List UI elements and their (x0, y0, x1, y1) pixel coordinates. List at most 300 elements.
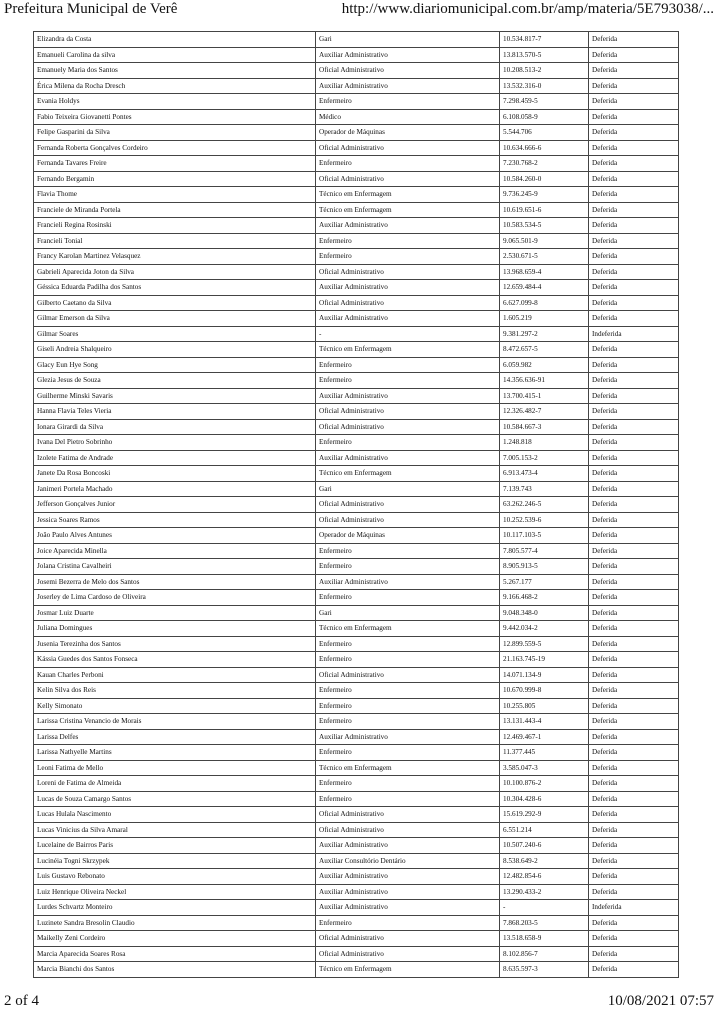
status-cell: Deferida (589, 295, 679, 311)
table-row (34, 853, 679, 869)
table-row (34, 760, 679, 776)
document-number-cell: 7.139.743 (500, 481, 589, 497)
role-cell: Enfermeiro (316, 698, 500, 714)
document-number-cell: 10.583.534-5 (500, 218, 589, 234)
role-cell: Oficial Administrativo (316, 295, 500, 311)
table-row (34, 652, 679, 668)
status-cell: Deferida (589, 729, 679, 745)
document-number-cell: 13.518.658-9 (500, 931, 589, 947)
status-cell: Deferida (589, 605, 679, 621)
role-cell: Enfermeiro (316, 590, 500, 606)
candidate-name-cell: Guilherme Minski Savaris (34, 388, 316, 404)
table-row (34, 295, 679, 311)
table-row (34, 233, 679, 249)
candidate-name-cell: Luiz Henrique Oliveira Neckel (34, 884, 316, 900)
print-datetime: 10/08/2021 07:57 (607, 993, 714, 1009)
role-cell: Técnico em Enfermagem (316, 466, 500, 482)
role-cell: Técnico em Enfermagem (316, 187, 500, 203)
candidate-name-cell: Gabrieli Aparecida Joton da Silva (34, 264, 316, 280)
document-number-cell: 7.868.203-5 (500, 915, 589, 931)
candidate-name-cell: Gilberto Caetano da Silva (34, 295, 316, 311)
table-row (34, 32, 679, 48)
role-cell: Enfermeiro (316, 435, 500, 451)
table-row (34, 481, 679, 497)
candidate-name-cell: Izolete Fatima de Andrade (34, 450, 316, 466)
document-number-cell: 9.736.245-9 (500, 187, 589, 203)
role-cell: Enfermeiro (316, 94, 500, 110)
table-row (34, 915, 679, 931)
status-cell: Deferida (589, 946, 679, 962)
role-cell: Enfermeiro (316, 233, 500, 249)
status-cell: Deferida (589, 94, 679, 110)
role-cell: Oficial Administrativo (316, 404, 500, 420)
candidate-name-cell: Joice Aparecida Minella (34, 543, 316, 559)
status-cell: Deferida (589, 776, 679, 792)
document-number-cell: 9.442.034-2 (500, 621, 589, 637)
status-cell: Deferida (589, 249, 679, 265)
status-cell: Deferida (589, 373, 679, 389)
role-cell: Enfermeiro (316, 745, 500, 761)
document-number-cell: 10.252.539-6 (500, 512, 589, 528)
status-cell: Deferida (589, 807, 679, 823)
document-number-cell: 10.304.428-6 (500, 791, 589, 807)
role-cell: Oficial Administrativo (316, 931, 500, 947)
document-number-cell: 6.627.099-8 (500, 295, 589, 311)
candidate-name-cell: Ivana Del Pietro Sobrinho (34, 435, 316, 451)
table-row (34, 636, 679, 652)
candidate-name-cell: Kauan Charles Perboni (34, 667, 316, 683)
role-cell: Médico (316, 109, 500, 125)
role-cell: Auxiliar Administrativo (316, 388, 500, 404)
document-number-cell: 12.659.484-4 (500, 280, 589, 296)
candidate-name-cell: Kelly Simonato (34, 698, 316, 714)
document-number-cell: 15.619.292-9 (500, 807, 589, 823)
candidate-name-cell: Juliana Domingues (34, 621, 316, 637)
table-row (34, 326, 679, 342)
role-cell: Técnico em Enfermagem (316, 760, 500, 776)
table-row (34, 962, 679, 978)
document-number-cell: 10.670.999-8 (500, 683, 589, 699)
status-cell: Deferida (589, 357, 679, 373)
status-cell: Deferida (589, 388, 679, 404)
status-cell: Indeferida (589, 326, 679, 342)
document-number-cell: 8.905.913-5 (500, 559, 589, 575)
document-number-cell: 13.968.659-4 (500, 264, 589, 280)
table-row (34, 450, 679, 466)
document-number-cell: 6.913.473-4 (500, 466, 589, 482)
table-row (34, 171, 679, 187)
candidates-table-container (33, 31, 678, 978)
document-number-cell: 12.482.854-6 (500, 869, 589, 885)
candidate-name-cell: Jusenia Terezinha dos Santos (34, 636, 316, 652)
table-row (34, 202, 679, 218)
candidate-name-cell: Glacy Eun Hye Song (34, 357, 316, 373)
table-row (34, 435, 679, 451)
status-cell: Deferida (589, 140, 679, 156)
role-cell: Técnico em Enfermagem (316, 202, 500, 218)
document-number-cell: 7.005.153-2 (500, 450, 589, 466)
role-cell: Enfermeiro (316, 559, 500, 575)
role-cell: Oficial Administrativo (316, 63, 500, 79)
status-cell: Deferida (589, 822, 679, 838)
status-cell: Deferida (589, 78, 679, 94)
document-number-cell: 13.700.415-1 (500, 388, 589, 404)
document-number-cell: 8.472.657-5 (500, 342, 589, 358)
table-row (34, 884, 679, 900)
candidate-name-cell: Fernanda Tavares Freire (34, 156, 316, 172)
table-row (34, 156, 679, 172)
document-number-cell: 5.267.177 (500, 574, 589, 590)
role-cell: Operador de Máquinas (316, 125, 500, 141)
role-cell: Enfermeiro (316, 156, 500, 172)
role-cell: - (316, 326, 500, 342)
status-cell: Deferida (589, 202, 679, 218)
status-cell: Deferida (589, 171, 679, 187)
document-number-cell: - (500, 900, 589, 916)
candidate-name-cell: Lucinéia Togni Skrzypek (34, 853, 316, 869)
candidate-name-cell: Luis Gustavo Rebonato (34, 869, 316, 885)
status-cell: Deferida (589, 187, 679, 203)
status-cell: Deferida (589, 481, 679, 497)
table-row (34, 94, 679, 110)
status-cell: Deferida (589, 714, 679, 730)
candidate-name-cell: Francy Karolan Martinez Velasquez (34, 249, 316, 265)
role-cell: Gari (316, 605, 500, 621)
status-cell: Deferida (589, 233, 679, 249)
document-number-cell: 63.262.246-5 (500, 497, 589, 513)
candidate-name-cell: Luzinete Sandra Bresolin Claudio (34, 915, 316, 931)
table-row (34, 605, 679, 621)
document-number-cell: 10.534.817-7 (500, 32, 589, 48)
document-number-cell: 10.584.260-0 (500, 171, 589, 187)
table-row (34, 466, 679, 482)
role-cell: Técnico em Enfermagem (316, 342, 500, 358)
role-cell: Enfermeiro (316, 791, 500, 807)
role-cell: Oficial Administrativo (316, 822, 500, 838)
document-number-cell: 21.163.745-19 (500, 652, 589, 668)
status-cell: Deferida (589, 869, 679, 885)
document-number-cell: 14.071.134-9 (500, 667, 589, 683)
candidate-name-cell: Kássia Guedes dos Santos Fonseca (34, 652, 316, 668)
table-row (34, 714, 679, 730)
table-row (34, 745, 679, 761)
document-number-cell: 13.290.433-2 (500, 884, 589, 900)
document-number-cell: 1.248.818 (500, 435, 589, 451)
status-cell: Deferida (589, 280, 679, 296)
status-cell: Deferida (589, 435, 679, 451)
role-cell: Enfermeiro (316, 373, 500, 389)
page-header-title: Prefeitura Municipal de Verê (4, 1, 178, 17)
table-row (34, 404, 679, 420)
table-row (34, 311, 679, 327)
document-number-cell: 11.377.445 (500, 745, 589, 761)
table-row (34, 698, 679, 714)
document-number-cell: 2.530.671-5 (500, 249, 589, 265)
table-row (34, 357, 679, 373)
role-cell: Auxiliar Administrativo (316, 311, 500, 327)
candidate-name-cell: Francieli Regina Rosinski (34, 218, 316, 234)
candidate-name-cell: Érica Milena da Rocha Dresch (34, 78, 316, 94)
candidate-name-cell: Larissa Cristina Venancio de Morais (34, 714, 316, 730)
document-number-cell: 8.635.597-3 (500, 962, 589, 978)
table-row (34, 512, 679, 528)
table-row (34, 63, 679, 79)
document-number-cell: 12.469.467-1 (500, 729, 589, 745)
status-cell: Indeferida (589, 900, 679, 916)
table-row (34, 621, 679, 637)
document-number-cell: 8.538.649-2 (500, 853, 589, 869)
role-cell: Operador de Máquinas (316, 528, 500, 544)
candidates-table (33, 31, 679, 978)
table-row (34, 869, 679, 885)
status-cell: Deferida (589, 466, 679, 482)
role-cell: Oficial Administrativo (316, 140, 500, 156)
table-row (34, 218, 679, 234)
candidate-name-cell: Ionara Girardi da Silva (34, 419, 316, 435)
candidate-name-cell: Felipe Gasparini da Silva (34, 125, 316, 141)
status-cell: Deferida (589, 636, 679, 652)
candidate-name-cell: Giseli Andreia Shalqueiro (34, 342, 316, 358)
candidate-name-cell: Lucas Hulala Nascimento (34, 807, 316, 823)
role-cell: Gari (316, 32, 500, 48)
status-cell: Deferida (589, 543, 679, 559)
status-cell: Deferida (589, 667, 679, 683)
candidate-name-cell: Elizandra da Costa (34, 32, 316, 48)
table-row (34, 47, 679, 63)
page-number: 2 of 4 (4, 993, 39, 1009)
table-row (34, 931, 679, 947)
role-cell: Gari (316, 481, 500, 497)
role-cell: Auxiliar Administrativo (316, 47, 500, 63)
document-number-cell: 5.544.706 (500, 125, 589, 141)
role-cell: Auxiliar Administrativo (316, 838, 500, 854)
document-number-cell: 10.634.666-6 (500, 140, 589, 156)
candidate-name-cell: Marcia Aparecida Soares Rosa (34, 946, 316, 962)
status-cell: Deferida (589, 512, 679, 528)
role-cell: Enfermeiro (316, 652, 500, 668)
table-row (34, 590, 679, 606)
candidate-name-cell: Fabio Teixeira Giovanetti Pontes (34, 109, 316, 125)
candidate-name-cell: Fernando Bergamin (34, 171, 316, 187)
status-cell: Deferida (589, 218, 679, 234)
candidate-name-cell: João Paulo Alves Antunes (34, 528, 316, 544)
status-cell: Deferida (589, 125, 679, 141)
document-number-cell: 14.356.636-91 (500, 373, 589, 389)
status-cell: Deferida (589, 311, 679, 327)
candidate-name-cell: Lucelaine de Bairros Paris (34, 838, 316, 854)
table-row (34, 388, 679, 404)
status-cell: Deferida (589, 962, 679, 978)
role-cell: Auxiliar Administrativo (316, 729, 500, 745)
status-cell: Deferida (589, 683, 679, 699)
role-cell: Oficial Administrativo (316, 497, 500, 513)
role-cell: Auxiliar Administrativo (316, 218, 500, 234)
status-cell: Deferida (589, 342, 679, 358)
table-row (34, 667, 679, 683)
candidate-name-cell: Marcia Bianchi dos Santos (34, 962, 316, 978)
role-cell: Oficial Administrativo (316, 171, 500, 187)
candidate-name-cell: Géssica Eduarda Padilha dos Santos (34, 280, 316, 296)
document-number-cell: 7.805.577-4 (500, 543, 589, 559)
role-cell: Auxiliar Administrativo (316, 78, 500, 94)
table-row (34, 822, 679, 838)
role-cell: Auxiliar Consultório Dentário (316, 853, 500, 869)
candidate-name-cell: Janete Da Rosa Boncoski (34, 466, 316, 482)
status-cell: Deferida (589, 32, 679, 48)
table-row (34, 683, 679, 699)
status-cell: Deferida (589, 698, 679, 714)
document-number-cell: 10.584.667-3 (500, 419, 589, 435)
candidate-name-cell: Francieli Tonial (34, 233, 316, 249)
status-cell: Deferida (589, 884, 679, 900)
table-row (34, 125, 679, 141)
candidate-name-cell: Larissa Delfes (34, 729, 316, 745)
role-cell: Oficial Administrativo (316, 419, 500, 435)
document-number-cell: 7.298.459-5 (500, 94, 589, 110)
document-number-cell: 13.813.570-5 (500, 47, 589, 63)
document-number-cell: 13.131.443-4 (500, 714, 589, 730)
status-cell: Deferida (589, 760, 679, 776)
role-cell: Auxiliar Administrativo (316, 280, 500, 296)
candidate-name-cell: Jessica Soares Ramos (34, 512, 316, 528)
candidate-name-cell: Leoni Fatima de Mello (34, 760, 316, 776)
candidate-name-cell: Loreni de Fatima de Almeida (34, 776, 316, 792)
status-cell: Deferida (589, 915, 679, 931)
role-cell: Oficial Administrativo (316, 264, 500, 280)
candidate-name-cell: Jolana Cristina Cavalheiri (34, 559, 316, 575)
table-row (34, 187, 679, 203)
document-number-cell: 13.532.316-0 (500, 78, 589, 94)
document-number-cell: 9.048.348-0 (500, 605, 589, 621)
role-cell: Oficial Administrativo (316, 667, 500, 683)
role-cell: Técnico em Enfermagem (316, 621, 500, 637)
document-number-cell: 12.326.482-7 (500, 404, 589, 420)
table-row (34, 791, 679, 807)
document-number-cell: 10.117.103-5 (500, 528, 589, 544)
document-number-cell: 6.551.214 (500, 822, 589, 838)
status-cell: Deferida (589, 590, 679, 606)
status-cell: Deferida (589, 497, 679, 513)
document-number-cell: 7.230.768-2 (500, 156, 589, 172)
table-row (34, 497, 679, 513)
candidate-name-cell: Kelin Silva dos Reis (34, 683, 316, 699)
role-cell: Auxiliar Administrativo (316, 869, 500, 885)
role-cell: Enfermeiro (316, 714, 500, 730)
document-number-cell: 3.585.047-3 (500, 760, 589, 776)
document-number-cell: 12.899.559-5 (500, 636, 589, 652)
candidate-name-cell: Evania Holdys (34, 94, 316, 110)
candidate-name-cell: Larissa Nathyelle Martins (34, 745, 316, 761)
page-header-url[interactable]: http://www.diariomunicipal.com.br/amp/materia/5E793038/... (341, 1, 714, 17)
status-cell: Deferida (589, 156, 679, 172)
table-row (34, 373, 679, 389)
candidate-name-cell: Janimeri Portela Machado (34, 481, 316, 497)
table-row (34, 78, 679, 94)
candidate-name-cell: Emanuely Maria dos Santos (34, 63, 316, 79)
table-row (34, 574, 679, 590)
candidate-name-cell: Gilmar Soares (34, 326, 316, 342)
candidate-name-cell: Maikelly Zeni Cordeiro (34, 931, 316, 947)
role-cell: Enfermeiro (316, 543, 500, 559)
candidate-name-cell: Flavia Thome (34, 187, 316, 203)
table-row (34, 946, 679, 962)
status-cell: Deferida (589, 419, 679, 435)
table-row (34, 807, 679, 823)
status-cell: Deferida (589, 528, 679, 544)
status-cell: Deferida (589, 931, 679, 947)
candidate-name-cell: Jefferson Gonçalves Junior (34, 497, 316, 513)
document-number-cell: 10.208.513-2 (500, 63, 589, 79)
document-number-cell: 10.255.805 (500, 698, 589, 714)
status-cell: Deferida (589, 559, 679, 575)
candidate-name-cell: Hanna Flavia Teles Vieria (34, 404, 316, 420)
status-cell: Deferida (589, 574, 679, 590)
table-row (34, 559, 679, 575)
role-cell: Oficial Administrativo (316, 807, 500, 823)
document-number-cell: 10.100.876-2 (500, 776, 589, 792)
candidate-name-cell: Lucas Vinicius da Silva Amaral (34, 822, 316, 838)
status-cell: Deferida (589, 63, 679, 79)
status-cell: Deferida (589, 652, 679, 668)
candidate-name-cell: Emanueli Carolina da silva (34, 47, 316, 63)
role-cell: Auxiliar Administrativo (316, 900, 500, 916)
candidate-name-cell: Lucas de Souza Camargo Santos (34, 791, 316, 807)
status-cell: Deferida (589, 450, 679, 466)
candidates-table-body (34, 32, 679, 978)
role-cell: Enfermeiro (316, 915, 500, 931)
candidate-name-cell: Glezia Jesus de Souza (34, 373, 316, 389)
candidate-name-cell: Lurdes Schvartz Monteiro (34, 900, 316, 916)
table-row (34, 280, 679, 296)
document-number-cell: 1.605.219 (500, 311, 589, 327)
document-number-cell: 9.166.468-2 (500, 590, 589, 606)
table-row (34, 543, 679, 559)
document-number-cell: 10.619.651-6 (500, 202, 589, 218)
status-cell: Deferida (589, 404, 679, 420)
role-cell: Enfermeiro (316, 683, 500, 699)
table-row (34, 342, 679, 358)
table-row (34, 249, 679, 265)
table-row (34, 264, 679, 280)
status-cell: Deferida (589, 47, 679, 63)
candidate-name-cell: Gilmar Emerson da Silva (34, 311, 316, 327)
document-number-cell: 6.108.058-9 (500, 109, 589, 125)
role-cell: Oficial Administrativo (316, 946, 500, 962)
candidate-name-cell: Franciele de Miranda Portela (34, 202, 316, 218)
candidate-name-cell: Fernanda Roberta Gonçalves Cordeiro (34, 140, 316, 156)
role-cell: Auxiliar Administrativo (316, 574, 500, 590)
role-cell: Enfermeiro (316, 249, 500, 265)
role-cell: Técnico em Enfermagem (316, 962, 500, 978)
status-cell: Deferida (589, 853, 679, 869)
candidate-name-cell: Josemi Bezerra de Melo dos Santos (34, 574, 316, 590)
table-row (34, 419, 679, 435)
table-row (34, 900, 679, 916)
candidate-name-cell: Josmar Luiz Duarte (34, 605, 316, 621)
role-cell: Oficial Administrativo (316, 512, 500, 528)
table-row (34, 140, 679, 156)
document-number-cell: 9.381.297-2 (500, 326, 589, 342)
status-cell: Deferida (589, 745, 679, 761)
status-cell: Deferida (589, 264, 679, 280)
table-row (34, 528, 679, 544)
table-row (34, 776, 679, 792)
status-cell: Deferida (589, 791, 679, 807)
table-row (34, 729, 679, 745)
status-cell: Deferida (589, 109, 679, 125)
status-cell: Deferida (589, 621, 679, 637)
document-number-cell: 9.065.501-9 (500, 233, 589, 249)
